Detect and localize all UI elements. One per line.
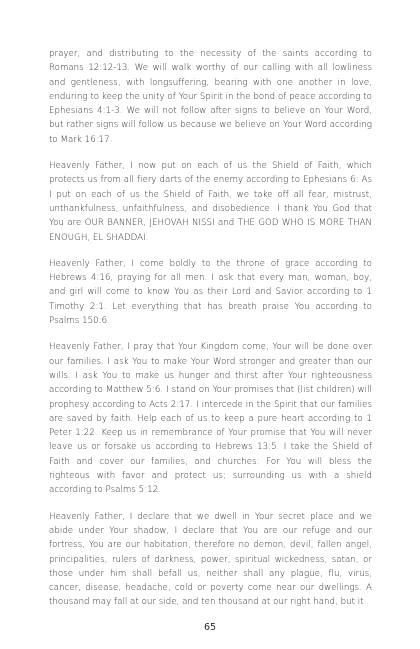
paragraph-5: Heavenly Father, I declare that we dwell in Your secret place and we abide under Your shadow, I declare that You are our refuge and our fortress, You are our habitation, therefore no demon, devil, fallen angel, principalities, rulers of darkness, power, spiritual wickedness, satan, or those under him shall befall us, neither shall any plague, flu, virus, cancer, disease, headache, cold or poverty come near our dwellings. A thousand may fall at our side, and ten thousand at our right hand, but it	[49, 511, 372, 608]
paragraph-2: Heavenly Father, I now put on each of us the Shield of Faith, which protects us from all fiery darts of the enemy according to Ephesians 6: As I put on each of us the Shield of Faith, we take off all fear, mistrust, unthankfulness, unfaithfulness, and disobedience. I thank You God that You are OUR BANNER, JEHOVAH NISSI and THE GOD WHO IS MORE THAN ENOUGH, EL SHADDAI.	[49, 161, 372, 243]
paragraph-4: Heavenly Father, I pray that Your Kingdom come, Your will be done over our families. I ask You to make Your Word stronger and greater than our wills. I ask You to make us hunger and thirst after Your righteousness according to Matthew 5:6. I stand on Your promises that (list children) will prophesy according to Acts 2:17. I intercede in the Spirit that our families are saved by faith. Help each of us to keep a pure heart according to 1 Peter 1:22. Keep us in remembrance of Your promise that You will never leave us or forsake us according to Hebrews 13:5. I take the Shield of Faith and cover our families, and churches: For You will bless the righteous with favor and protect us; surrounding us with a shield according to Psalms 5:12.	[49, 342, 372, 496]
paragraph-3: Heavenly Father, I come boldly to the throne of grace according to Hebrews 4:16, praying for all men. I ask that every man, woman, boy, and girl will come to know You as their Lord and Savior according to 1 Timothy 2:1. Let everything that has breath praise You according to Psalms 150:6.	[49, 258, 372, 327]
paragraph-1: prayer, and distributing to the necessity of the saints according to Romans 12:12-13. We will walk worthy of our calling with all lowliness and gentleness, with longsuffering, bearing with one another in love, enduring to keep the unity of Your Spirit in the bond of peace according to Ephesians 4:1-3. We will not follow after signs to believe on Your Word, but rather signs will follow us because we believe on Your Word according to Mark 16:17.	[49, 49, 372, 145]
page-number: 65	[203, 622, 217, 633]
